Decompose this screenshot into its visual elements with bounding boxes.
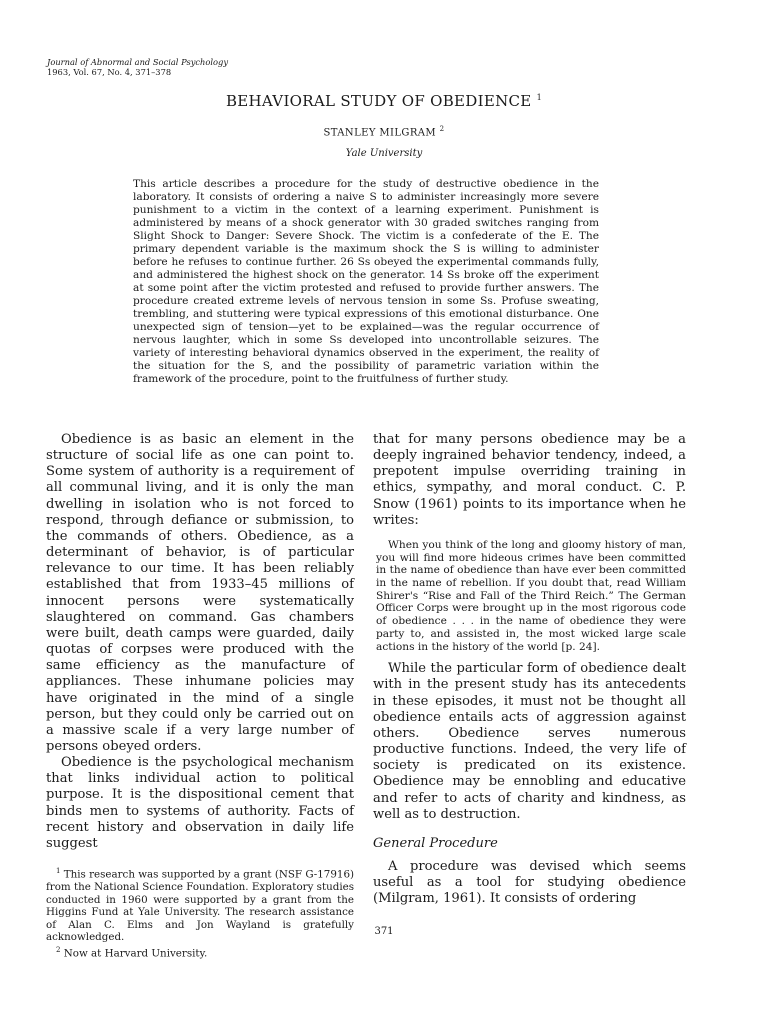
page-number: 371 bbox=[374, 926, 394, 937]
left-column bbox=[46, 432, 354, 960]
author-footnote-mark: 2 bbox=[439, 125, 445, 133]
abstract: This article describes a procedure for the study of destructive obedience in the laboratory. It consists of ordering a naive S to administer increasingly more severe punishment to a victim in the context of a learning experiment. Punishment is administered by means of a shock generator with 30 graded switches ranging from Slight Shock to Danger: Severe Shock. The victim is a confederate of the E. The primary dependent variable is the maximum shock the S is willing to administer before he refuses to continue further. 26 Ss obeyed the experimental commands fully, and administered the highest shock on the generator. 14 Ss broke off the experiment at some point after the victim protested and refused to provide further answers. The procedure created extreme levels of nervous tension in some Ss. Profuse sweating, trembling, and stuttering were typical expressions of this emotional disturbance. One unexpected sign of tension—yet to be explained—was the regular occurrence of nervous laughter, which in some Ss developed into uncontrollable seizures. The variety of interesting behavioral dynamics observed in the experiment, the reality of the situation for the S, and the possibility of parametric variation within the framework of the procedure, point to the fruitfulness of further study. bbox=[133, 178, 599, 386]
right-paragraph-1: that for many persons obedience may be a deeply ingrained behavior tendency, indeed, a prepotent impulse overriding training in ethics, sympathy, and moral conduct. C. P. Snow (1961) points to its importance when he writes: bbox=[373, 432, 686, 528]
left-paragraph-1: Obedience is as basic an element in the structure of social life as one can point to. Some system of authority is a requirement of all communal living, and it is only the man dwelling in isolation who is not forced to respond, through defiance or submission, to the commands of others. Obedience, as a determinant of behavior, is of particular relevance to our time. It has been reliably established that from 1933–45 millions of innocent persons were systematically slaughtered on command. Gas chambers were built, death camps were guarded, daily quotas of corpses were produced with the same efficiency as the manufacture of appliances. These inhumane policies may have originated in the mind of a single person, but they could only be carried out on a massive scale if a very large number of persons obeyed orders. bbox=[46, 432, 354, 754]
left-paragraph-2: Obedience is the psychological mechanism that links individual action to political purpose. It is the dispositional cement that binds men to systems of authority. Facts of recent history and observation in daily life suggest bbox=[46, 755, 354, 851]
article-title-text: BEHAVIORAL STUDY OF OBEDIENCE bbox=[225, 92, 532, 110]
author-name: STANLEY MILGRAM bbox=[323, 127, 437, 139]
block-quote: When you think of the long and gloomy history of man, you will find more hideous crimes have been committed in the name of obedience than have ever been committed in the name of rebellion. If you doubt that, read William Shirer's “Rise and Fall of the Third Reich.” The German Officer Corps were brought up in the most rigorous code of obedience . . . in the name of obedience they were party to, and assisted in, the most wicked large scale actions in the history of the world [p. 24]. bbox=[376, 538, 686, 653]
journal-citation bbox=[47, 57, 228, 77]
journal-volume: 1963, Vol. 67, No. 4, 371–378 bbox=[47, 67, 172, 77]
section-heading: General Procedure bbox=[373, 835, 498, 851]
right-paragraph-2: While the particular form of obedience dealt with in the present study has its antecedents in these episodes, it must not be thought all obedience entails acts of aggression against others. Obedience serves numerous productive functions. Indeed, the very life of society is predicated on its existence. Obedience may be ennobling and educative and refer to acts of charity and kindness, as well as to destruction. bbox=[373, 661, 686, 822]
footnote-2 bbox=[46, 944, 354, 960]
author-affiliation: Yale University bbox=[345, 148, 423, 159]
footnote-2-mark: 2 bbox=[56, 946, 61, 955]
right-paragraph-3: A procedure was devised which seems useful as a tool for studying obedience (Milgram, 1961). It consists of ordering bbox=[373, 858, 686, 907]
title-footnote-mark: 1 bbox=[536, 93, 543, 102]
footnote-1-mark: 1 bbox=[56, 867, 61, 876]
right-column bbox=[373, 432, 686, 907]
footnote-2-text: Now at Harvard University. bbox=[63, 947, 208, 960]
author-line bbox=[0, 125, 768, 138]
article-title bbox=[0, 92, 768, 110]
footnotes bbox=[46, 865, 354, 960]
footnote-1-text: This research was supported by a grant (NSF G-17916) from the National Science Foundation. Exploratory studies conducted in 1960 were supported by a grant from the Higgins Fund at Yale University. The research assistance of Alan C. Elms and Jon Wayland is gratefully acknowledged. bbox=[46, 868, 355, 944]
journal-name: Journal of Abnormal and Social Psychology bbox=[47, 57, 229, 67]
